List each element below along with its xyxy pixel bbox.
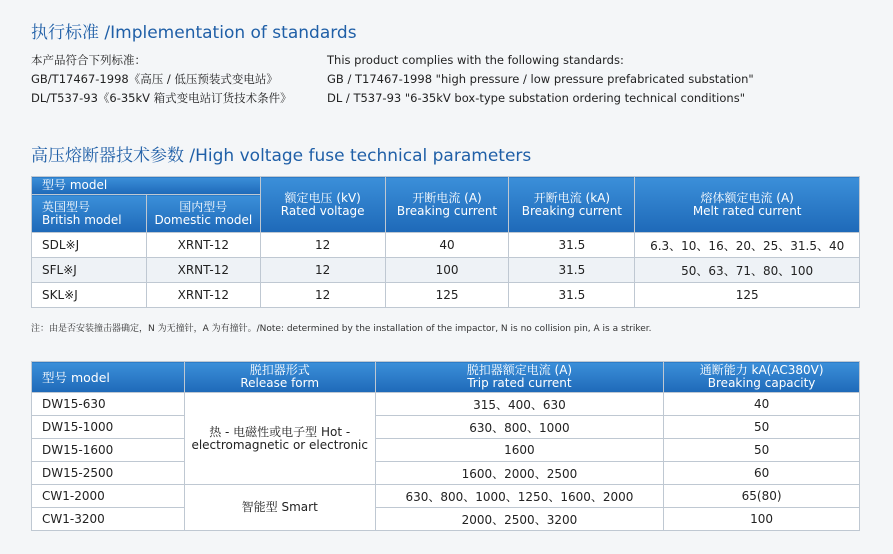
release-form-cell: 热 - 电磁性或电子型 Hot - electromagnetic or electronic (184, 393, 375, 485)
british-model-header: 英国型号 British model (32, 195, 147, 233)
breaking-current-ka-cell: 31.5 (509, 258, 635, 283)
breaking-current-ka-cell: 31.5 (509, 233, 635, 258)
breaking-capacity-cell: 65(80) (664, 485, 860, 508)
trip-rated-current-cell: 1600、2000、2500 (375, 462, 664, 485)
melt-rated-current-header: 熔体额定电流 (A) Melt rated current (635, 177, 860, 233)
breaking-capacity-cell: 50 (664, 416, 860, 439)
release-form-cell: 智能型 Smart (184, 485, 375, 531)
domestic-model-header: 国内型号 Domestic model (146, 195, 260, 233)
breaking-capacity-header: 通断能力 kA(AC380V) Breaking capacity (664, 362, 860, 393)
trip-rated-current-cell: 1600 (375, 439, 664, 462)
table-row (32, 393, 860, 416)
british-model-cell: SDL※J (32, 233, 147, 258)
rated-voltage-cell: 12 (260, 233, 385, 258)
table-row (32, 233, 860, 258)
breaking-current-a-header: 开断电流 (A) Breaking current (385, 177, 509, 233)
fuse-parameters-table (31, 176, 860, 308)
breaking-current-a-cell: 125 (385, 283, 509, 308)
standards-en-line: GB / T17467-1998 "high pressure / low pressure prefabricated substation" (327, 72, 754, 86)
standards-cn-text (31, 51, 292, 108)
table-row (32, 258, 860, 283)
table-row (32, 439, 860, 462)
standards-cn-line: GB/T17467-1998《高压 / 低压预装式变电站》 (31, 72, 278, 86)
breaker-model-cell: DW15-2500 (32, 462, 185, 485)
british-model-cell: SKL※J (32, 283, 147, 308)
breaker-model-cell: DW15-1600 (32, 439, 185, 462)
breaking-capacity-cell: 50 (664, 439, 860, 462)
melt-rated-current-cell: 6.3、10、16、20、25、31.5、40 (635, 233, 860, 258)
model-header: 型号 model (32, 177, 261, 195)
standards-cn-line: DL/T537-93《6-35kV 箱式变电站订货技术条件》 (31, 91, 292, 105)
table-row (32, 416, 860, 439)
standards-en-text (327, 51, 754, 108)
breaking-capacity-cell: 100 (664, 508, 860, 531)
breaking-capacity-cell: 60 (664, 462, 860, 485)
fuse-note: 注：由是否安装撞击器确定，N 为无撞针，A 为有撞针。/Note: determined by the installation of the impactor, N is no collision pin, A is a striker. (31, 324, 652, 334)
british-model-cell: SFL※J (32, 258, 147, 283)
breaker-model-cell: DW15-1000 (32, 416, 185, 439)
fuse-heading: 高压熔断器技术参数 /High voltage fuse technical parameters (31, 146, 532, 166)
breaking-current-a-cell: 40 (385, 233, 509, 258)
breaking-current-ka-header: 开断电流 (kA) Breaking current (509, 177, 635, 233)
domestic-model-cell: XRNT-12 (146, 283, 260, 308)
standards-cn-line: 本产品符合下列标准： (31, 53, 146, 67)
melt-rated-current-cell: 50、63、71、80、100 (635, 258, 860, 283)
standards-heading: 执行标准 /Implementation of standards (31, 23, 357, 43)
rated-voltage-cell: 12 (260, 258, 385, 283)
breaking-current-ka-cell: 31.5 (509, 283, 635, 308)
breaker-model-cell: CW1-2000 (32, 485, 185, 508)
trip-rated-current-cell: 2000、2500、3200 (375, 508, 664, 531)
breaker-model-cell: CW1-3200 (32, 508, 185, 531)
table-row (32, 485, 860, 508)
trip-rated-current-header: 脱扣器额定电流 (A) Trip rated current (375, 362, 664, 393)
standards-en-line: DL / T537-93 "6-35kV box-type substation ordering technical conditions" (327, 91, 745, 105)
rated-voltage-cell: 12 (260, 283, 385, 308)
breaker-model-header: 型号 model (32, 362, 185, 393)
domestic-model-cell: XRNT-12 (146, 233, 260, 258)
domestic-model-cell: XRNT-12 (146, 258, 260, 283)
rated-voltage-header: 额定电压 (kV) Rated voltage (260, 177, 385, 233)
breaker-parameters-table (31, 361, 860, 531)
table-row (32, 283, 860, 308)
table-row (32, 462, 860, 485)
table-row (32, 508, 860, 531)
release-form-header: 脱扣器形式 Release form (184, 362, 375, 393)
trip-rated-current-cell: 315、400、630 (375, 393, 664, 416)
melt-rated-current-cell: 125 (635, 283, 860, 308)
breaking-current-a-cell: 100 (385, 258, 509, 283)
trip-rated-current-cell: 630、800、1000 (375, 416, 664, 439)
standards-en-line: This product complies with the following standards: (327, 53, 624, 67)
trip-rated-current-cell: 630、800、1000、1250、1600、2000 (375, 485, 664, 508)
breaker-model-cell: DW15-630 (32, 393, 185, 416)
breaking-capacity-cell: 40 (664, 393, 860, 416)
